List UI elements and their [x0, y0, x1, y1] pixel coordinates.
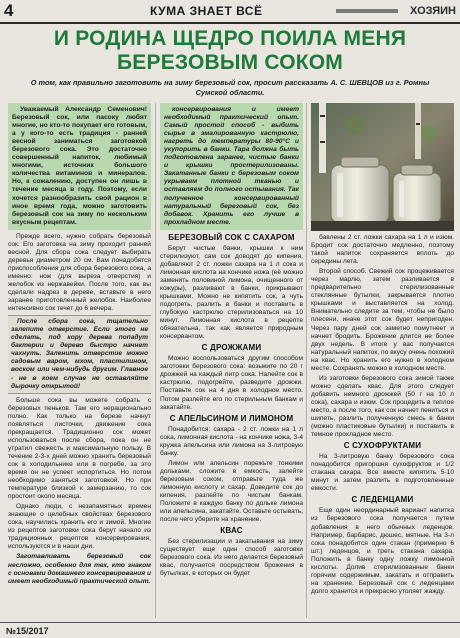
subheading-kvass: КВАС [220, 526, 243, 536]
paragraph: На 3-литровую банку березового сока понадобится пригоршня сухофруктов и 1/2 стакана сахара. Все вместе кипятить 5-10 минут и затем разлить в подготовленные емкости. [311, 453, 454, 493]
issue-number: №15/2017 [6, 626, 49, 636]
intro-paragraph: Уважаемый Александр Семенович! Березовый сок, или пасоку любят многие, но кто-то покупает его готовым, а у кого-то есть традиция - ранней весной заниматься заготовкой березового сока. Это достаточно совершенный напиток, любимый многими, источник большого количества витаминов и минералов. Но, к сожалению, доступен он лишь в течение месяца в году. Поэтому, если хочется разнообразить свой рацион в иное время года, можно заготовить березовый сок на зиму по нескольким вкусным рецептам. [12, 106, 147, 226]
paragraph: Берут чистые банки, крышки к ним стерилизуют, сам сок доводят до кипения, добавляют 2 ст. ложки сахара на 1 л сока и лимонная кислота на кончике ножа (её можно заменить половиной лимона, очищенного от кожуры), разливают в банки, прикрывают крышками. Можно не кипятить сок, а чуть подогреть, разлить в банки и поставить в глубокую кастрюлю стерилизоваться на 10 минут. Лимонная кислота в рецепте обязательна, так как является природным консервантом. [160, 244, 303, 341]
article-headline [10, 27, 450, 75]
photo-illustration [311, 103, 454, 231]
column-2 [160, 103, 303, 603]
paragraph: бавлены 2 ст. ложки сахара на 1 л и изюм. Бродит сок достаточно медленно, поэтому такой напиток сохраняется вплоть до середины лета. [311, 234, 454, 266]
rubric-label: ХОЗЯИН [410, 5, 456, 17]
paragraph: Однако люди, с незапамятных времен знающие о целебных свойствах березового сока, научились хранить его и зимой. Многие из рецептов заготовки сока берут начало из традиционных рецептов консервирования, используются и в наши дни. [8, 503, 151, 551]
paper-name: КУМА ЗНАЕТ ВСЁ [150, 4, 263, 18]
intro-box [8, 103, 151, 230]
paragraph: Больше сока вы можете собрать с березовых пеньков. Там его нерационально полно. Как только на березе начнут появляться листочки, движение сока прекращается. Традиционно сок может использоваться после сбора, пока он не утратил свежесть и максимальную пользу. В течение 2-3-х дней можно хранить березовый сок в холодильнике или в погребе, за это время он не успеет испортиться. Но потом необходимо заняться заготовкой. Но при температуре близкой к замерзанию, то сок простоит около месяца. [8, 396, 151, 501]
paragraph: Прежде всего, нужно собрать березовый сок. Его заготовка на зиму проходит ранней весной. Для сбора сока следует выбирать деревья диаметром 20 см. Вам понадобятся приспособления для сбора березового сока, а именно: нож (для выреза отверстия) и желобок из нержавейки. После того, как вы сделали надрез в дереве, вставьте в него заранее приготовленный желобок. Наиболее интенсивно сок течет до 6 вечера. [8, 232, 151, 313]
subheading-candies: С ЛЕДЕНЦАМИ [351, 495, 414, 505]
headline-line-2: БЕРЕЗОВЫМ СОКОМ [116, 51, 343, 74]
rubric-divider [336, 9, 398, 13]
subheading-dried-fruit: С СУХОФРУКТАМИ [343, 441, 422, 451]
subheading-sugar: БЕРЕЗОВЫЙ СОК С САХАРОМ [168, 232, 295, 242]
article-lead: О том, как правильно заготовить на зиму березовый сок, просит рассказать А. С. ШЕВЦОВ из г. Ромны Сумской области. [30, 78, 430, 97]
paragraph: Еще один неординарный вариант напитка из березового сока получается путем добавления в него обычных леденцов. Например, барбарис, дюшес, мятные. На 3-л сока понадобится один стакан (примерно 6 шт.) леденцов, и треть стакана сахара. Положить в банку одну ложку лимонной кислоты. Долив стерилизованные банки горячим содержимым, закатать и отправить на хранение. Березовый сок с леденцами долго хранится и прекрасно утоляет жажду. [311, 507, 454, 595]
page-header [0, 0, 460, 24]
note-box [8, 315, 151, 393]
paragraph: Можно воспользоваться другим способом заготовки березового сока: возьмите по 20 г дрожжей на каждый литр сока. Налейте сок в кастрюлю, подогрейте, разведите дрожжи. Поставьте сок на 4 дня в холодное место. Потом разлейте его по стерильным банкам и закатайте. [160, 355, 303, 411]
note-paragraph: После сбора сока, тщательно залепите отверстие. Если этого не сделать, под кору дерева попадут бактерии и дерево быстро начнет чахнуть. Заленить отверстие можно садовым варом, мхом, пластилином, воском или чем-нибудь другим. Главное - не в коем случае не оставляйте дырочку открытой! [11, 318, 148, 390]
column-1 [8, 103, 151, 603]
column-divider [155, 103, 156, 618]
paragraph: Из заготовки березового сока зимой также можно сделать квас. Для этого следует добавить немного дрожжей (50 г на 10 л сока), сахара и изюм. Сок процедить в теплое место, а после того, как сок начнет пениться и шипеть, разлить полученную смесь в банки (можно пластиковые бутылки) и поставить в темное прохладное место. [311, 374, 454, 439]
paragraph: Второй способ. Свежий сок процеживается через марлю, затем разливается в предварительно стерилизованные стеклянные бутылки, закрывается плотно крышками и выставляется на холод. Внимательно следите за тем, чтобы не было плесени, иначе этот сок будет непригоден. Через пару дней сок заметно помутнеет и начнет бродить. Брожение длится не более двух недель. В итоге у вас получается натуральный напиток, по вкусу очень похожий на квас. Но хранить его нужно в холодном месте. Сохранять можно в холодном месте. [311, 268, 454, 372]
birch-sap-jars-photo [311, 103, 454, 231]
column-3 [311, 234, 454, 606]
paragraph: Лимон или апельсин порежьте тонкими дольками, сложите в емкость, залейте березовым соком, отправьте туда же лимонную кислоту и сахар. Доведите сок до кипения, разлейте по чистым банкам. Положите в каждую банку по дольке лимона или апельсина, закатайте. Оставьте остывать, после чего уберите на хранение. [160, 459, 303, 524]
subheading-orange-lemon: С АПЕЛЬСИНОМ И ЛИМОНОМ [169, 413, 294, 423]
page-footer [0, 622, 460, 638]
headline-line-1: И РОДИНА ЩЕДРО ПОИЛА МЕНЯ [53, 27, 407, 50]
subheading-yeast: С ДРОЖЖАМИ [201, 343, 262, 353]
method-box [160, 103, 303, 230]
paragraph: Без стерилизации и закатывания на зиму существует еще один способ заготовки березового сока. Из него делается березовый квас, получается посредством брожения в бутылках, в которых он будет [160, 538, 303, 578]
paragraph: Понадобится: сахара - 2 ст. ложки на 1 л сока, лимонная кислота - на кончике ножа, 3-4 кружка апельсина или лимона на 3-литровую банку. [160, 425, 303, 457]
column-divider [306, 103, 307, 618]
method-paragraph: консервирования и имеет необходимый практический опыт. Самый простой способ - выбить сырье в эмалированную кастрюлю, нагреть до температуры 80-90°С и укупорить в банки. Тара должна быть подготовлена заранее, чистые банки и крышки простерилизованы. Закатанные банки с березовым соком укрываем плотной тканью и оставляем до полного остывания. Так полученное консервированный натуральный березовый сок, без добавок. Хранить его лучше в прохладном месте. [164, 106, 299, 226]
closing-paragraph: Заготавливать березовый сок несложно, особенно для тех, кто знаком с основами домашнего консервирования и имеет необходимый практический опыт. [8, 553, 151, 585]
page-number: 4 [4, 1, 14, 20]
